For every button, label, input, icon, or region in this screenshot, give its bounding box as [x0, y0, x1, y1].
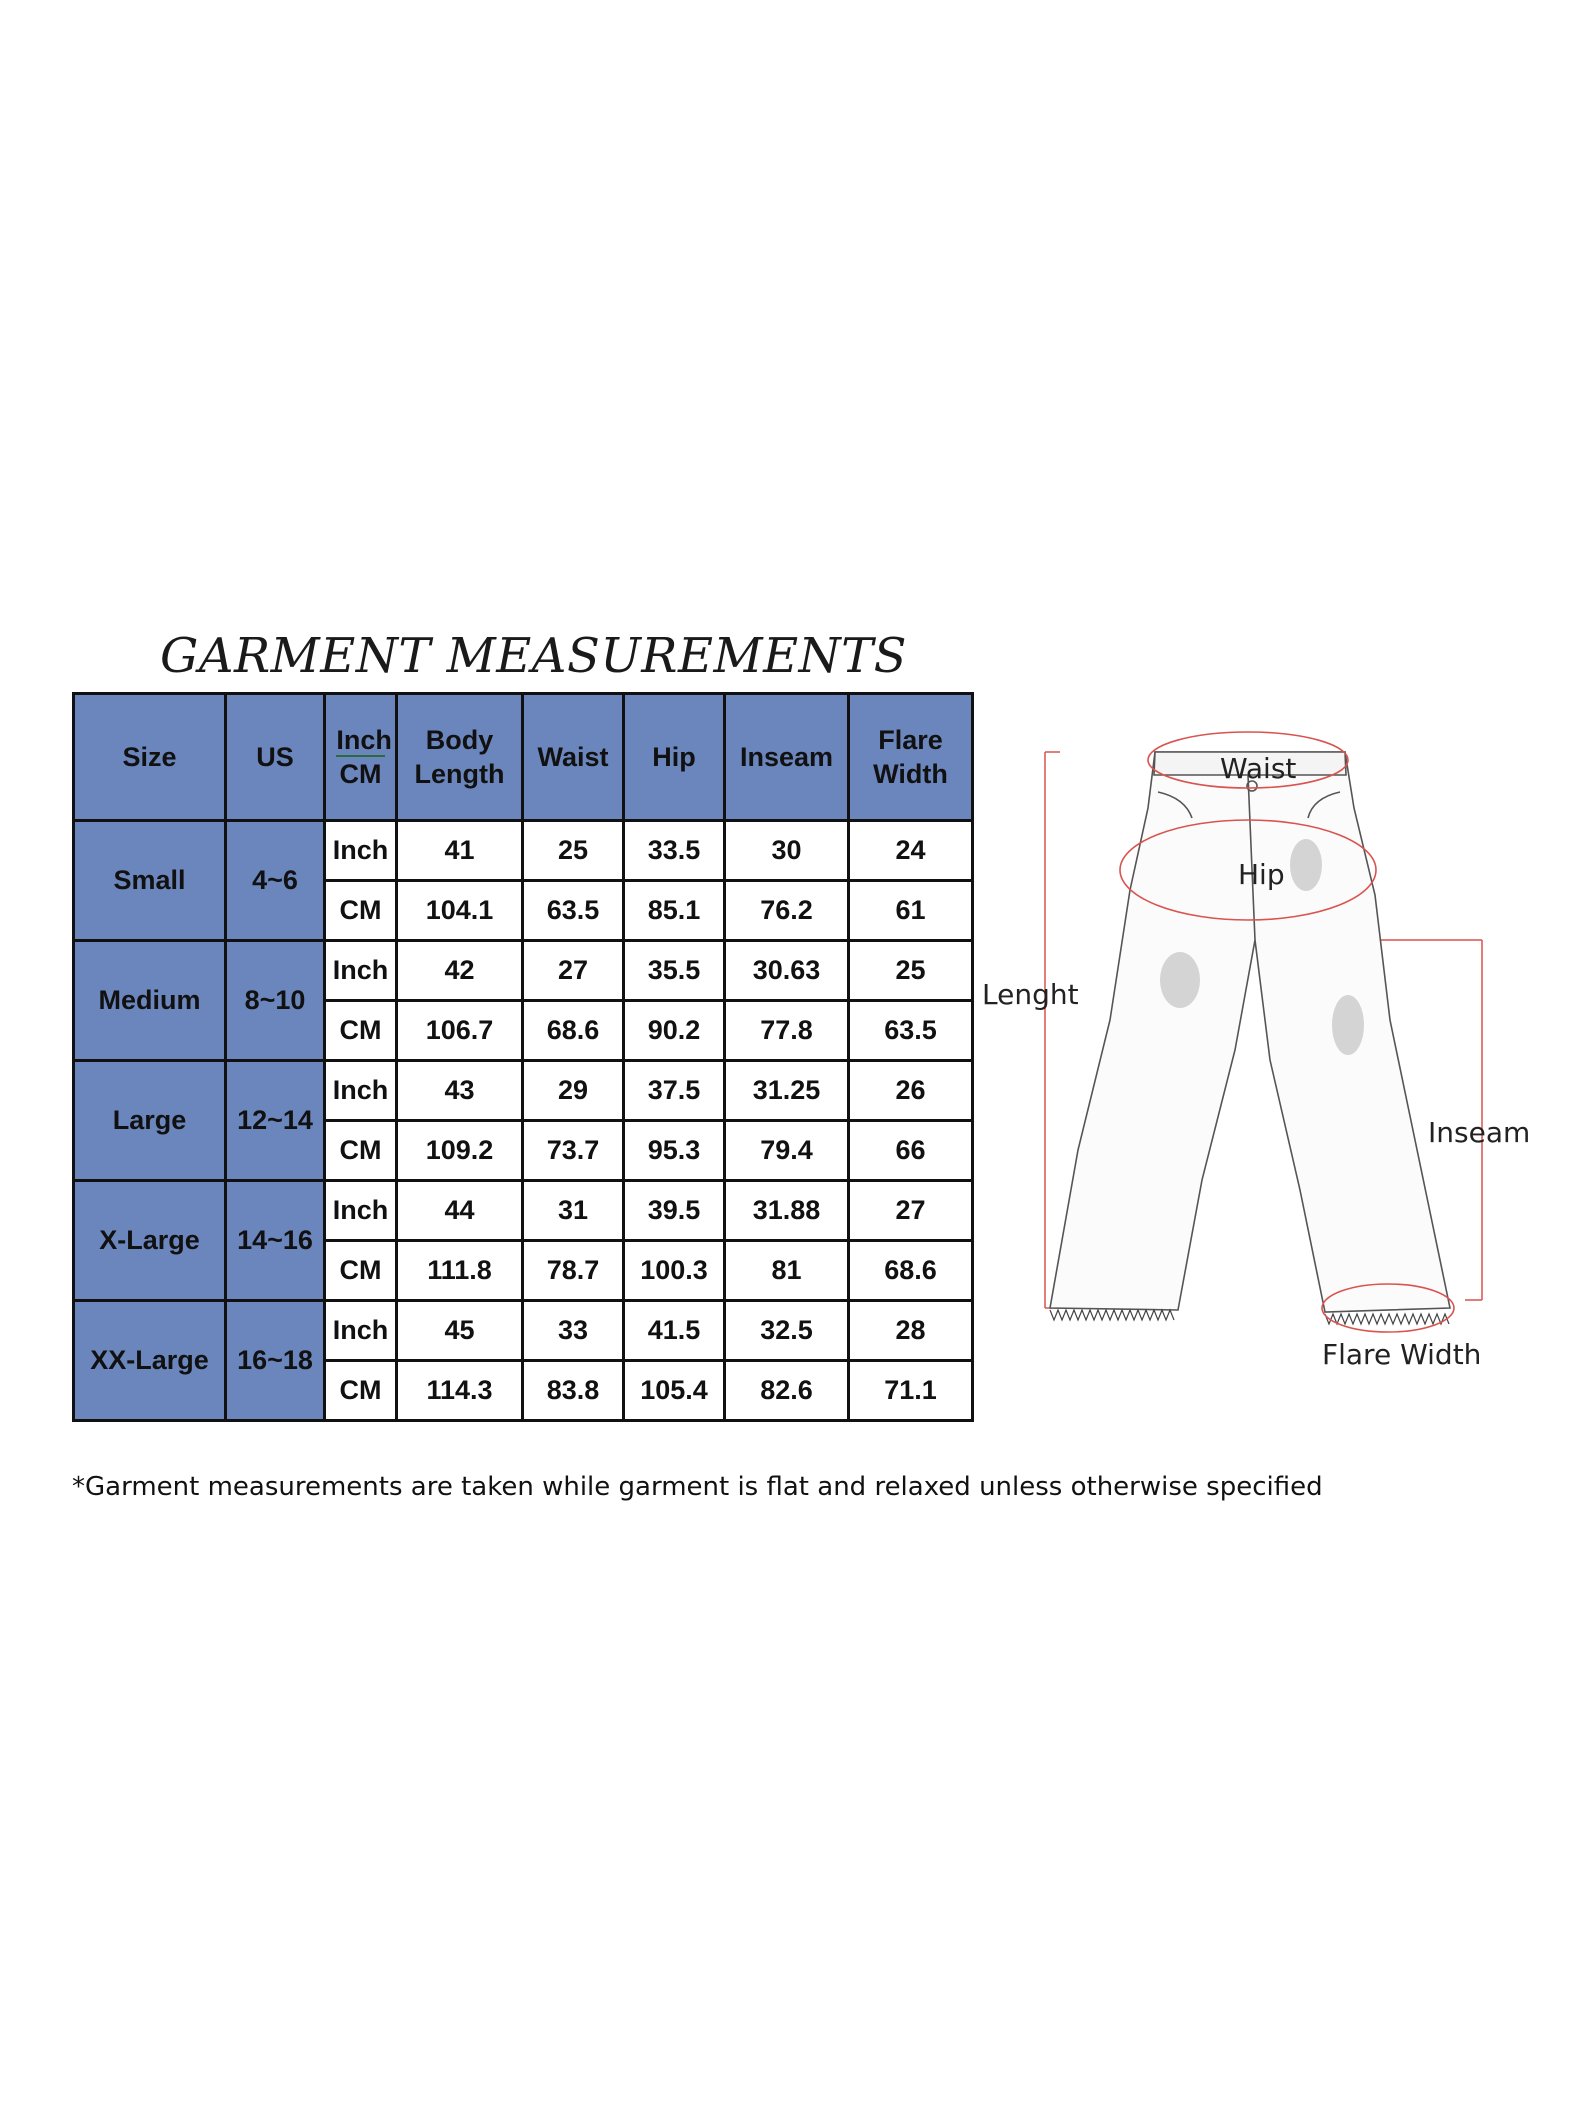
us-size-cell: 8~10: [226, 941, 325, 1061]
table-header-row: [74, 694, 973, 821]
hip-cell: 105.4: [624, 1361, 725, 1421]
table-row: [74, 941, 973, 1001]
flare-cell: 25: [849, 941, 973, 1001]
size-cell: X-Large: [74, 1181, 226, 1301]
size-cell: XX-Large: [74, 1301, 226, 1421]
unit-cell: Inch: [325, 1301, 397, 1361]
waist-cell: 78.7: [523, 1241, 624, 1301]
page-title: GARMENT MEASUREMENTS: [160, 628, 908, 684]
flare-cell: 28: [849, 1301, 973, 1361]
header-unit-inch: Inch: [336, 725, 392, 755]
size-cell: Medium: [74, 941, 226, 1061]
us-size-cell: 16~18: [226, 1301, 325, 1421]
hip-cell: 35.5: [624, 941, 725, 1001]
body-length-cell: 45: [397, 1301, 523, 1361]
body-length-cell: 111.8: [397, 1241, 523, 1301]
table-row: [74, 1061, 973, 1121]
hip-cell: 41.5: [624, 1301, 725, 1361]
header-body-length-line2: Length: [414, 759, 505, 789]
footnote: *Garment measurements are taken while garment is flat and relaxed unless otherwise specified: [72, 1472, 1323, 1502]
inseam-cell: 30.63: [725, 941, 849, 1001]
waist-cell: 68.6: [523, 1001, 624, 1061]
flare-cell: 27: [849, 1181, 973, 1241]
body-length-cell: 104.1: [397, 881, 523, 941]
header-flare-width: [849, 694, 973, 821]
hip-cell: 85.1: [624, 881, 725, 941]
hip-cell: 37.5: [624, 1061, 725, 1121]
unit-cell: Inch: [325, 1181, 397, 1241]
inseam-cell: 82.6: [725, 1361, 849, 1421]
size-chart-table: [72, 692, 974, 1422]
inseam-cell: 77.8: [725, 1001, 849, 1061]
pants-illustration: [970, 720, 1570, 1420]
unit-cell: Inch: [325, 941, 397, 1001]
unit-cell: Inch: [325, 821, 397, 881]
waist-cell: 83.8: [523, 1361, 624, 1421]
waist-cell: 29: [523, 1061, 624, 1121]
body-length-cell: 41: [397, 821, 523, 881]
body-length-cell: 106.7: [397, 1001, 523, 1061]
table-body: [74, 821, 973, 1421]
table-row: [74, 1181, 973, 1241]
unit-cell: CM: [325, 881, 397, 941]
hip-cell: 33.5: [624, 821, 725, 881]
flare-cell: 71.1: [849, 1361, 973, 1421]
label-flare-width: Flare Width: [1322, 1338, 1482, 1371]
body-length-cell: 109.2: [397, 1121, 523, 1181]
waist-cell: 25: [523, 821, 624, 881]
hip-cell: 90.2: [624, 1001, 725, 1061]
label-waist: Waist: [1220, 752, 1297, 785]
flare-cell: 68.6: [849, 1241, 973, 1301]
hip-cell: 95.3: [624, 1121, 725, 1181]
flare-cell: 24: [849, 821, 973, 881]
body-length-cell: 43: [397, 1061, 523, 1121]
inseam-cell: 81: [725, 1241, 849, 1301]
unit-cell: CM: [325, 1241, 397, 1301]
label-length: Lenght: [982, 978, 1079, 1011]
pants-outline: [1050, 752, 1450, 1312]
us-size-cell: 14~16: [226, 1181, 325, 1301]
length-guide: [1045, 752, 1060, 1308]
waist-cell: 73.7: [523, 1121, 624, 1181]
inseam-cell: 32.5: [725, 1301, 849, 1361]
inseam-cell: 76.2: [725, 881, 849, 941]
unit-cell: CM: [325, 1001, 397, 1061]
header-hip: Hip: [624, 694, 725, 821]
table-row: [74, 821, 973, 881]
unit-cell: CM: [325, 1121, 397, 1181]
label-hip: Hip: [1238, 858, 1285, 891]
header-flare-line2: Width: [873, 759, 948, 789]
hem-fringe: [1050, 1310, 1449, 1324]
header-unit-cm: CM: [339, 759, 382, 789]
us-size-cell: 4~6: [226, 821, 325, 941]
inseam-cell: 79.4: [725, 1121, 849, 1181]
header-body-length: [397, 694, 523, 821]
pants-diagram: [970, 720, 1570, 1420]
header-us: US: [226, 694, 325, 821]
waist-cell: 27: [523, 941, 624, 1001]
waist-cell: 63.5: [523, 881, 624, 941]
us-size-cell: 12~14: [226, 1061, 325, 1181]
flare-cell: 66: [849, 1121, 973, 1181]
label-inseam: Inseam: [1428, 1116, 1531, 1149]
size-cell: Small: [74, 821, 226, 941]
unit-cell: CM: [325, 1361, 397, 1421]
waist-cell: 31: [523, 1181, 624, 1241]
header-size: Size: [74, 694, 226, 821]
inseam-cell: 31.88: [725, 1181, 849, 1241]
body-length-cell: 44: [397, 1181, 523, 1241]
header-unit: [325, 694, 397, 821]
header-inseam: Inseam: [725, 694, 849, 821]
body-length-cell: 42: [397, 941, 523, 1001]
header-waist: Waist: [523, 694, 624, 821]
flare-cell: 63.5: [849, 1001, 973, 1061]
header-body-length-line1: Body: [425, 725, 494, 755]
flare-cell: 61: [849, 881, 973, 941]
inseam-cell: 31.25: [725, 1061, 849, 1121]
size-cell: Large: [74, 1061, 226, 1181]
inseam-cell: 30: [725, 821, 849, 881]
unit-cell: Inch: [325, 1061, 397, 1121]
hip-cell: 39.5: [624, 1181, 725, 1241]
hip-cell: 100.3: [624, 1241, 725, 1301]
table-row: [74, 1301, 973, 1361]
flare-cell: 26: [849, 1061, 973, 1121]
header-flare-line1: Flare: [878, 725, 943, 755]
waist-cell: 33: [523, 1301, 624, 1361]
body-length-cell: 114.3: [397, 1361, 523, 1421]
